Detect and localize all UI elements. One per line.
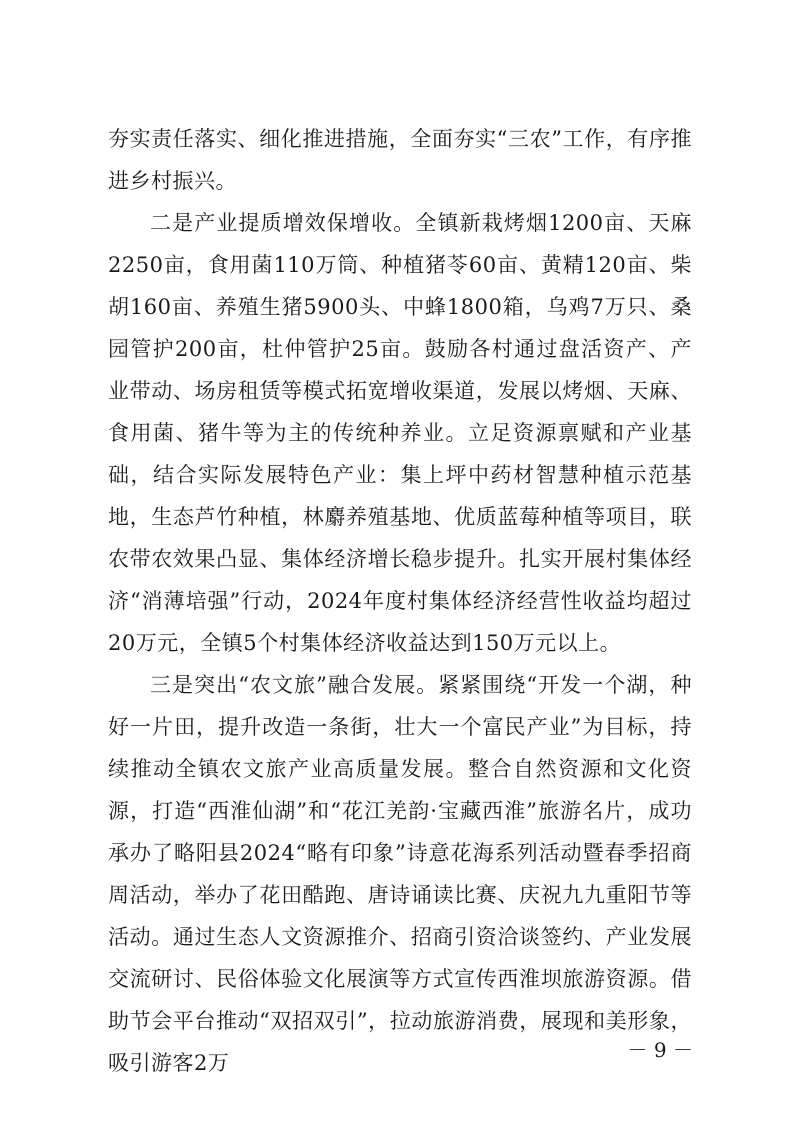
document-body (108, 118, 692, 1084)
paragraph-industry-income: 二是产业提质增效保增收。全镇新栽烤烟1200亩、天麻2250亩，食用菌110万筒、种植猪苓60亩、黄精120亩、柴胡160亩、养殖生猪5900头、中蜂1800箱，乌鸡7万只、桑园管护200亩，杜仲管护25亩。鼓励各村通过盘活资产、产业带动、场房租赁等模式拓宽增收渠道，发展以烤烟、天麻、食用菌、猪牛等为主的传统种养业。立足资源禀赋和产业基础，结合实际发展特色产业：集上坪中药材智慧种植示范基地，生态芦竹种植，林麝养殖基地、优质蓝莓种植等项目，联农带农效果凸显、集体经济增长稳步提升。扎实开展村集体经济“消薄培强”行动，2024年度村集体经济经营性收益均超过20万元，全镇5个村集体经济收益达到150万元以上。 (108, 211, 692, 655)
paragraph-agri-culture-tourism: 三是突出“农文旅”融合发展。紧紧围绕“开发一个湖，种好一片田，提升改造一条街，壮大一个富民产业”为目标，持续推动全镇农文旅产业高质量发展。整合自然资源和文化资源，打造“西淮仙湖”和“花江羌韵·宝藏西淮”旅游名片，成功承办了略阳县2024“略有印象”诗意花海系列活动暨春季招商周活动，举办了花田酷跑、唐诗诵读比赛、庆祝九九重阳节等活动。通过生态人文资源推介、招商引资洽谈签约、产业发展交流研讨、民俗体验文化展演等方式宣传西淮坝旅游资源。借助节会平台推动“双招双引”，拉动旅游消费，展现和美形象，吸引游客2万 (108, 673, 692, 1075)
paragraph-continuation: 夯实责任落实、细化推进措施，全面夯实“三农”工作，有序推进乡村振兴。 (108, 127, 692, 193)
page-number: － 9 － (627, 1038, 693, 1062)
